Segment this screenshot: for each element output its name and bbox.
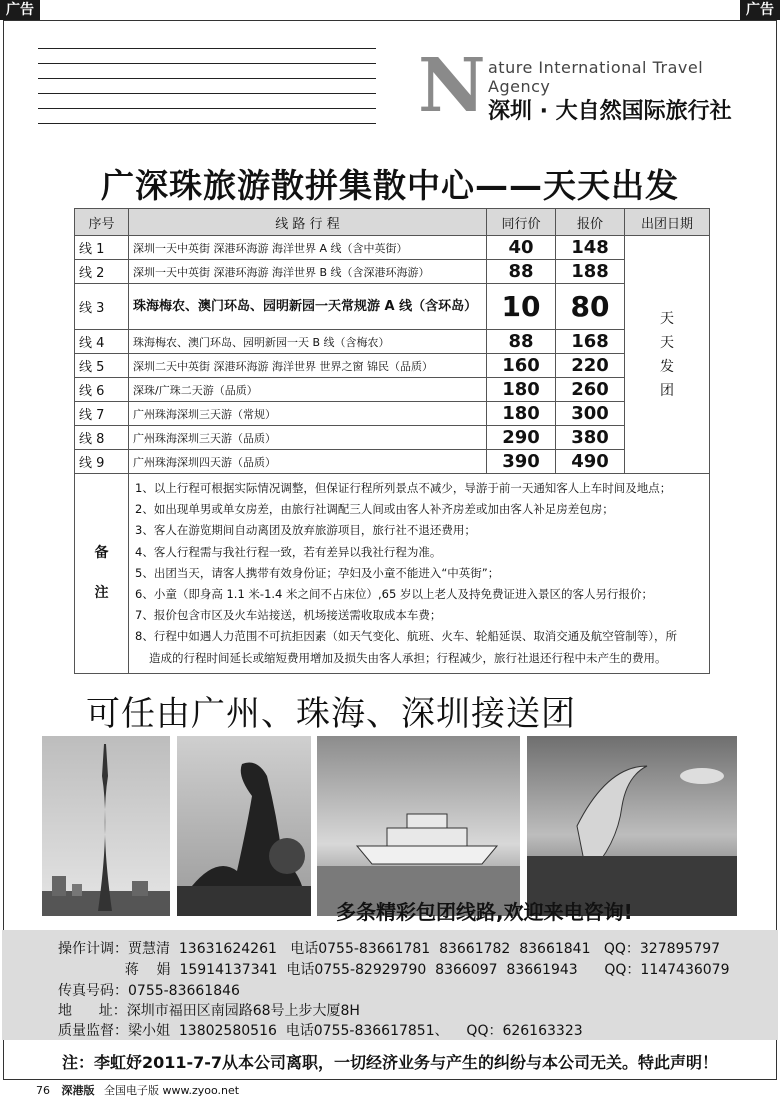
- note-item: 1、以上行程可根据实际情况调整，但保证行程所列景点不减少，导游于前一天通知客人上车时间及地点；: [135, 481, 672, 495]
- table-row: [75, 402, 710, 426]
- table-row: [75, 426, 710, 450]
- logo-chinese-name: 深圳 · 大自然国际旅行社: [488, 99, 732, 124]
- page-number: 76: [36, 1084, 50, 1097]
- row-price: 80: [556, 284, 625, 330]
- date-char: 天: [660, 310, 674, 327]
- contact-line: 操作计调：贾慧清 13631624261 电话0755-83661781 83661782 83661841 QQ：327895797: [58, 941, 721, 957]
- contact-line: 地 址：深圳市福田区南园路68号上步大厦8H: [58, 1003, 360, 1019]
- logo-english-name: ature International Travel Agency: [488, 58, 704, 96]
- contact-panel: [2, 930, 778, 1040]
- row-no: 线 8: [75, 426, 129, 450]
- ad-tag-left: 广告: [0, 0, 40, 20]
- row-price: 220: [556, 354, 625, 378]
- row-peer-price: 160: [487, 354, 556, 378]
- row-route: 广州珠海深圳三天游（常规）: [129, 402, 487, 426]
- row-peer-price: 390: [487, 450, 556, 474]
- row-peer-price: 180: [487, 402, 556, 426]
- row-no: 线 1: [75, 236, 129, 260]
- row-route: 深圳一天中英街 深港环海游 海洋世界 A 线（含中英街）: [129, 236, 487, 260]
- row-no: 线 7: [75, 402, 129, 426]
- row-peer-price: 40: [487, 236, 556, 260]
- row-no: 线 2: [75, 260, 129, 284]
- row-peer-price: 88: [487, 260, 556, 284]
- row-no: 线 4: [75, 330, 129, 354]
- note-item: 造成的行程时间延长或缩短费用增加及损失由客人承担；行程减少，旅行社退还行程中未产生的费用。: [149, 650, 667, 665]
- ad-tag-right: 广告: [740, 0, 780, 20]
- row-peer-price: 290: [487, 426, 556, 450]
- row-no: 线 3: [75, 284, 129, 330]
- notes-label-char: 备: [94, 545, 109, 562]
- table-row: [75, 260, 710, 284]
- page-footer: [36, 1082, 239, 1098]
- photo-strip: [0, 736, 780, 916]
- contact-line: 蒋 娟 15914137341 电话0755-82929790 8366097 83661943 QQ：1147436079: [58, 962, 730, 978]
- row-route: 深圳二天中英街 深港环海游 海洋世界 世界之窗 锦民（品质）: [129, 354, 487, 378]
- statue-illustration: [177, 736, 311, 916]
- page-headline: 广深珠旅游散拼集散中心——天天出发: [101, 166, 679, 205]
- table-row: [75, 450, 710, 474]
- row-route: 珠海梅农、澳门环岛、园明新园一天 B 线（含梅农）: [129, 330, 487, 354]
- col-header: 线 路 行 程: [129, 209, 487, 236]
- row-price: 148: [556, 236, 625, 260]
- row-price: 260: [556, 378, 625, 402]
- departure-date: [625, 236, 710, 474]
- goat-statue-photo: [177, 736, 311, 916]
- row-peer-price: 88: [487, 330, 556, 354]
- row-route: 深珠/广珠二天游（品质）: [129, 378, 487, 402]
- ship-photo: [317, 736, 520, 916]
- row-price: 490: [556, 450, 625, 474]
- contact-line: 传真号码：0755-83661846: [58, 983, 240, 999]
- dolphin-photo: [527, 736, 737, 916]
- disclaimer-notice: 注：李虹妤2011-7-7从本公司离职，一切经济业务与产生的纠纷与本公司无关。特此声明！: [61, 1053, 719, 1072]
- notes-label-char: 注: [94, 585, 109, 602]
- row-price: 380: [556, 426, 625, 450]
- agency-logo: [418, 43, 738, 129]
- edition-label: 深港版: [61, 1084, 95, 1097]
- date-char: 发: [660, 358, 674, 375]
- row-no: 线 6: [75, 378, 129, 402]
- note-item: 3、客人在游览期间自动离团及放弃旅游项目，旅行社不退还费用；: [135, 523, 476, 538]
- row-route: 广州珠海深圳四天游（品质）: [129, 450, 487, 474]
- tower-illustration: [42, 736, 170, 916]
- table-row: [75, 330, 710, 354]
- row-price: 168: [556, 330, 625, 354]
- row-route: 深圳一天中英街 深港环海游 海洋世界 B 线（含深港环海游）: [129, 260, 487, 284]
- table-row: [75, 284, 710, 330]
- note-item: 4、客人行程需与我社行程一致，若有差异以我社行程为准。: [135, 544, 442, 559]
- pickup-slogan: 可任由广州、珠海、深圳接送团: [86, 694, 576, 734]
- row-no: 线 5: [75, 354, 129, 378]
- route-table: [74, 208, 710, 674]
- col-header: 报价: [556, 209, 625, 236]
- dolphin-illustration: [527, 736, 737, 916]
- blank-lines: [38, 48, 376, 138]
- row-route: 珠海梅农、澳门环岛、园明新园一天常规游 A 线（含环岛）: [129, 284, 487, 330]
- note-item: 7、报价包含市区及火车站接送，机场接送需收取成本车费；: [135, 608, 442, 623]
- table-header-row: [75, 209, 710, 236]
- logo-n-mark: N: [418, 43, 486, 129]
- note-item: 5、出团当天，请客人携带有效身份证；孕妇及小童不能进入“中英街”；: [135, 565, 500, 580]
- row-peer-price: 10: [487, 284, 556, 330]
- note-item: 8、行程中如遇人力范围不可抗拒因素（如天气变化、航班、火车、轮船延误、取消交通及航空管制等），所: [135, 629, 678, 644]
- table-row: [75, 354, 710, 378]
- date-char: 团: [660, 382, 674, 399]
- contact-line: 质量监督：梁小姐 13802580516 电话0755-836617851、 QQ：626163323: [58, 1023, 583, 1039]
- row-route: 广州珠海深圳三天游（品质）: [129, 426, 487, 450]
- table-row: [75, 378, 710, 402]
- note-item: 2、如出现单男或单女房差，由旅行社调配三人间或由客人补齐房差或加由客人补足房差包房；: [135, 502, 614, 517]
- notes-label: [75, 474, 129, 674]
- table-row: [75, 236, 710, 260]
- invite-slogan: 多条精彩包团线路,欢迎来电咨询!: [336, 900, 633, 924]
- footer-site: 全国电子版 www.zyoo.net: [104, 1084, 240, 1097]
- row-peer-price: 180: [487, 378, 556, 402]
- notes-list: [129, 474, 710, 674]
- row-price: 300: [556, 402, 625, 426]
- col-header: 出团日期: [625, 209, 710, 236]
- ship-illustration: [317, 736, 520, 916]
- col-header: 序号: [75, 209, 129, 236]
- notes-row: [75, 474, 710, 674]
- col-header: 同行价: [487, 209, 556, 236]
- note-item: 6、小童（即身高 1.1 米-1.4 米之间不占床位）,65 岁以上老人及持免费证进入景区的客人另行报价；: [135, 587, 653, 602]
- row-price: 188: [556, 260, 625, 284]
- date-char: 天: [660, 334, 674, 351]
- tower-photo: [42, 736, 170, 916]
- row-no: 线 9: [75, 450, 129, 474]
